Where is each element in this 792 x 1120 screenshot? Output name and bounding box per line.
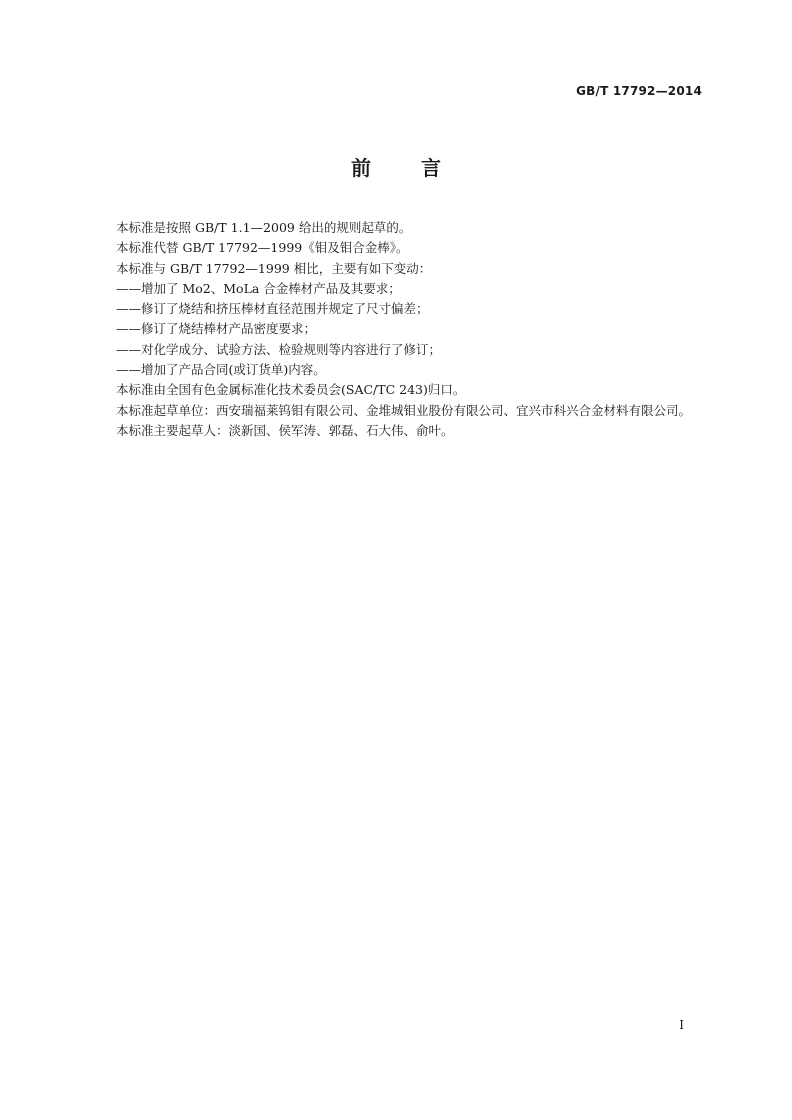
paragraph-drafting-rules: 本标准是按照 GB/T 1.1—2009 给出的规则起草的。 [116,220,412,235]
paragraph-committee: 本标准由全国有色金属标准化技术委员会(SAC/TC 243)归口。 [116,382,466,398]
change-item: ——增加了产品合同(或订货单)内容。 [116,362,326,378]
change-item: ——对化学成分、试验方法、检验规则等内容进行了修订； [116,341,442,357]
standard-code: GB/T 17792—2014 [576,84,702,98]
page-title: 前言 [351,156,491,180]
change-item: ——修订了烧结和挤压棒材直径范围并规定了尺寸偏差； [116,301,429,317]
foreword-body [88,218,704,441]
paragraph-drafters: 本标准主要起草人：淡新国、侯军涛、郭磊、石大伟、俞叶。 [116,422,454,438]
page-number: I [679,1018,684,1032]
change-item: ——修订了烧结棒材产品密度要求； [116,321,317,337]
paragraph-replaces: 本标准代替 GB/T 17792—1999《钼及钼合金棒》。 [116,240,409,256]
change-item: ——增加了 Mo2、MoLa 合金棒材产品及其要求； [116,280,401,296]
paragraph-changes-intro: 本标准与 GB/T 17792—1999 相比，主要有如下变动： [116,260,432,276]
paragraph-drafting-units: 本标准起草单位：西安瑞福莱钨钼有限公司、金堆城钼业股份有限公司、宜兴市科兴合金材料有限公司。 [116,402,692,418]
